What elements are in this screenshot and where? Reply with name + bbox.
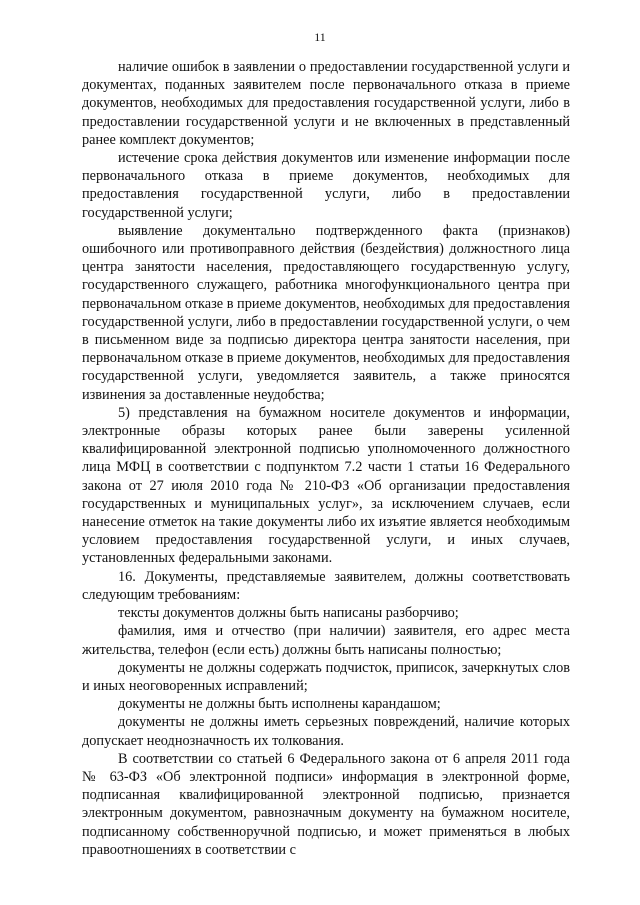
paragraph-requirement-no-erasures: документы не должны содержать подчисток, приписок, зачеркнутых слов и иных неоговоренных исправлений; (82, 659, 570, 694)
paragraph-errors-in-application: наличие ошибок в заявлении о предоставлении государственной услуги и документах, поданных заявителем после первоначального отказа в приеме документов, необходимых для предоставления государственной услуги, либо в предоставлении государственной услуги и не включенных в представленный ранее комплект документов; (82, 59, 570, 148)
document-body (82, 58, 570, 859)
paragraph-item-5: 5) представления на бумажном носителе документов и информации, электронные образы которых ранее были заверены усиленной квалифицированной электронной подписью уполномоченного должностного лица МФЦ в соответствии с подпунктом 7.2 части 1 статьи 16 Федерального закона от 27 июля 2010 года № 210-ФЗ «Об организации предоставления государственных и муниципальных услуг», за исключением случаев, если нанесение отметок на такие документы либо их изъятие является необходимым условием предоставления государственной услуги, и иных случаев, установленных федеральными законами. (82, 404, 570, 567)
paragraph-erroneous-action: выявление документально подтвержденного факта (признаков) ошибочного или противоправного действия (бездействия) должностного лица центра занятости населения, предоставляющего государственную услугу, государственного служащего, работника многофункционального центра при первоначальном отказе в приеме документов, необходимых для предоставления государственной услуги, либо в предоставлении государственной услуги, о чем в письменном виде за подписью директора центра занятости населения, при первоначальном отказе в приеме документов, необходимых для предоставления государственной услуги, уведомляется заявитель, а также приносятся извинения за доставленные неудобства; (82, 222, 570, 403)
paragraph-requirement-legible: тексты документов должны быть написаны разборчиво; (118, 605, 459, 622)
paragraph-requirement-no-damage: документы не должны иметь серьезных повреждений, наличие которых допускает неоднозначность их толкования. (82, 714, 570, 749)
paragraph-requirement-full-name: фамилия, имя и отчество (при наличии) заявителя, его адрес места жительства, телефон (если есть) должны быть написаны полностью; (82, 623, 570, 658)
paragraph-electronic-signature: В соответствии со статьей 6 Федерального закона от 6 апреля 2011 года № 63-ФЗ «Об электронной подписи» информация в электронной форме, подписанная квалифицированной электронной подписью, признается электронным документом, равнозначным документу на бумажном носителе, подписанному собственноручной подписью, и может применяться в любых правоотношениях в соответствии с (82, 750, 570, 858)
paragraph-requirement-no-pencil: документы не должны быть исполнены карандашом; (118, 696, 441, 713)
paragraph-documents-expired: истечение срока действия документов или изменение информации после первоначального отказа в приеме документов, необходимых для предоставления государственной услуги, либо в предоставлении государственной услуги; (82, 150, 570, 221)
paragraph-section-16: 16. Документы, представляемые заявителем, должны соответствовать следующим требованиям: (82, 568, 570, 603)
page-number: 11 (314, 30, 326, 44)
